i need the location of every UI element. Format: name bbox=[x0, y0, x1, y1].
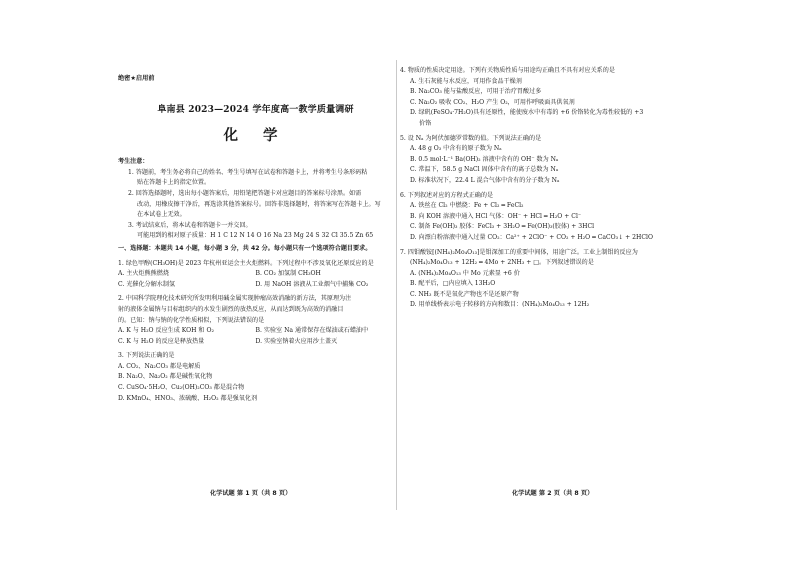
notice-title: 考生注意： bbox=[118, 158, 149, 166]
option-b: B. Na₂CO₃ 能与盐酸反应，可用于治疗胃酸过多 bbox=[410, 88, 542, 96]
notice-line: 2. 回答选择题时，选出每小题答案后，用铅笔把答题卡对应题目的答案标号涂黑。如需 bbox=[128, 189, 362, 197]
page-2 bbox=[400, 62, 682, 502]
option-d: D. 用 NaOH 溶液从工业烟气中捕集 CO₂ bbox=[255, 280, 369, 288]
option-row bbox=[118, 337, 393, 348]
option-d: D. 实验室钠着火应用沙土盖灭 bbox=[255, 337, 338, 345]
question-4 bbox=[400, 66, 682, 130]
option-a: A. (NH₄)₂Mo₄O₁₃ 中 Mo 元素显 +6 价 bbox=[410, 269, 520, 277]
option-a: A. 生石灰能与水反应，可用作食品干燥剂 bbox=[410, 77, 522, 85]
option-c: C. K 与 H₂O 的反应是释放热量 bbox=[118, 337, 205, 345]
question-equation: (NH₄)₂Mo₄O₁₃ + 12H₂ ═ 4Mo + 2NH₃ + □。下列叙述错误的是 bbox=[410, 259, 594, 267]
question-stem: 射的液体金属钠与目标组织内的水发生剧烈的放热反应，从而达到既为高效的消融目 bbox=[118, 305, 344, 313]
notice-line: 改动，用橡皮擦干净后，再选涂其他答案标号。回答非选择题时，将答案写在答题卡上。写 bbox=[137, 200, 381, 208]
page-footer-1: 化学试题 第 1 页（共 8 页） bbox=[210, 490, 292, 497]
option-c: C. 常温下，58.5 g NaCl 固体中含有的离子总数为 Nₐ bbox=[410, 166, 559, 174]
option-b: B. 实验室 Na 通常保存在煤油或石蜡油中 bbox=[255, 327, 369, 335]
question-stem: 7. 四钼酸铵[(NH₄)₂Mo₄O₁₃]是钼深加工的重要中间体，用途广泛。工业上制钼的反应为 bbox=[400, 248, 638, 256]
question-stem: 3. 下列说法正确的是 bbox=[118, 352, 175, 360]
option-a: A. K 与 H₂O 反应生成 KOH 和 O₂ bbox=[118, 327, 214, 335]
option-c: C. 光催化分解水制氢 bbox=[118, 280, 176, 288]
option-a: A. 铁丝在 Cl₂ 中燃烧：Fe + Cl₂ ═ FeCl₂ bbox=[410, 202, 524, 210]
notice-line: 1. 答题前，考生务必将自己的姓名、考生号填写在试卷和答题卡上，并将考生号条形码粘 bbox=[128, 168, 368, 176]
option-d: D. 用单线桥表示电子转移的方向和数目：(NH₄)₂Mo₄O₁₃ + 12H₂ bbox=[410, 301, 590, 309]
option-a: A. CO₂、Na₂CO₃ 都是电解质 bbox=[118, 362, 201, 370]
option-b: B. 0.5 mol·L⁻¹ Ba(OH)₂ 溶液中含有的 OH⁻ 数为 Nₐ bbox=[410, 155, 559, 163]
section-heading: 一、选择题：本题共 14 小题，每小题 3 分，共 42 分。每小题只有一个选项符合题目要求。 bbox=[118, 244, 372, 252]
option-a: A. 48 g O₃ 中含有的原子数为 Nₐ bbox=[410, 145, 502, 153]
option-b: B. 向 KOH 溶液中通入 HCl 气体：OH⁻ + HCl ═ H₂O + Cl⁻ bbox=[410, 212, 582, 220]
option-d: D. 绿矾(FeSO₄·7H₂O)具有还原性，能使废水中有毒的 +6 价铬转化为毒性较低的 +3 bbox=[410, 109, 644, 117]
option-c: C. CuSO₄·5H₂O、Cu₂(OH)₂CO₃ 都是混合物 bbox=[118, 384, 245, 392]
question-stem: 4. 物质的性质决定用途。下列有关物质性质与用途均正确且不具有对应关系的是 bbox=[400, 67, 615, 74]
question-stem: 2. 中国科学院理化技术研究所发明利用碱金属实现肿瘤高效消融的新方法，其原理为注 bbox=[118, 295, 352, 303]
option-c: C. Na₂O₂ 吸收 CO₂、H₂O 产生 O₂，可用作呼吸面具供氧剂 bbox=[410, 98, 575, 106]
question-5 bbox=[400, 134, 682, 187]
option-b: B. Na₂O、Na₂O₂ 都是碱性氧化物 bbox=[118, 373, 213, 381]
option-d: D. 标准状况下，22.4 L 混合气体中含有的分子数为 Nₐ bbox=[410, 176, 560, 184]
option-a: A. 主火炬熊熊燃烧 bbox=[118, 270, 169, 278]
option-row bbox=[118, 269, 393, 280]
question-6 bbox=[400, 191, 682, 244]
page-footer-2: 化学试题 第 2 页（共 8 页） bbox=[512, 490, 594, 497]
option-row bbox=[118, 280, 393, 291]
page-1 bbox=[118, 62, 393, 502]
question-7 bbox=[400, 248, 682, 312]
option-b: B. 配平后，□内应填入 13H₂O bbox=[410, 280, 496, 288]
question-1 bbox=[118, 259, 393, 291]
notice-line: 贴在答题卡上的指定位置。 bbox=[137, 179, 211, 187]
notice-line: 3. 考试结束后，将本试卷和答题卡一并交回。 bbox=[128, 221, 252, 229]
question-stem: 5. 设 Nₐ 为阿伏加德罗常数的值。下列说法正确的是 bbox=[400, 134, 542, 142]
question-2 bbox=[118, 294, 393, 347]
option-d: D. KMnO₄、HNO₃、浓硫酸、H₂O₂ 都是强氧化剂 bbox=[118, 394, 258, 402]
question-stem: 6. 下列叙述对应的方程式正确的是 bbox=[400, 191, 494, 199]
atomic-mass-line: 可能用到的相对原子质量：H 1 C 12 N 14 O 16 Na 23 Mg 24 S 32 Cl 35.5 Zn 65 bbox=[137, 232, 374, 240]
option-d-continued: 价铬 bbox=[419, 119, 432, 127]
confidential-mark: 绝密★启用前 bbox=[118, 75, 155, 82]
option-b: B. CO₂ 加氢制 CH₃OH bbox=[255, 270, 321, 278]
subject-title: 化 学 bbox=[223, 127, 288, 145]
notice-line: 在本试卷上无效。 bbox=[137, 211, 186, 219]
option-c: C. NH₃ 既不是氧化产物也不是还原产物 bbox=[410, 290, 519, 298]
option-row bbox=[118, 326, 393, 337]
exam-title: 阜南县 2023—2024 学年度高一教学质量调研 bbox=[157, 104, 354, 115]
question-stem: 的。已知：钠与钠的化学性质相似，下列说法错误的是 bbox=[118, 316, 265, 324]
option-d: D. 向漂白粉溶液中通入过量 CO₂：Ca²⁺ + 2ClO⁻ + CO₂ + H₂O ═ CaCO₃↓ + 2HClO bbox=[410, 233, 653, 241]
option-c: C. 制备 Fe(OH)₃ 胶体：FeCl₃ + 3H₂O ═ Fe(OH)₃(胶体) + 3HCl bbox=[410, 223, 595, 231]
question-stem: 1. 绿色甲醇(CH₃OH)是 2023 年杭州亚运会主火炬燃料。下列过程中不涉及氧化还原反应的是 bbox=[118, 259, 374, 267]
question-3 bbox=[118, 351, 393, 404]
page-divider bbox=[396, 60, 397, 510]
